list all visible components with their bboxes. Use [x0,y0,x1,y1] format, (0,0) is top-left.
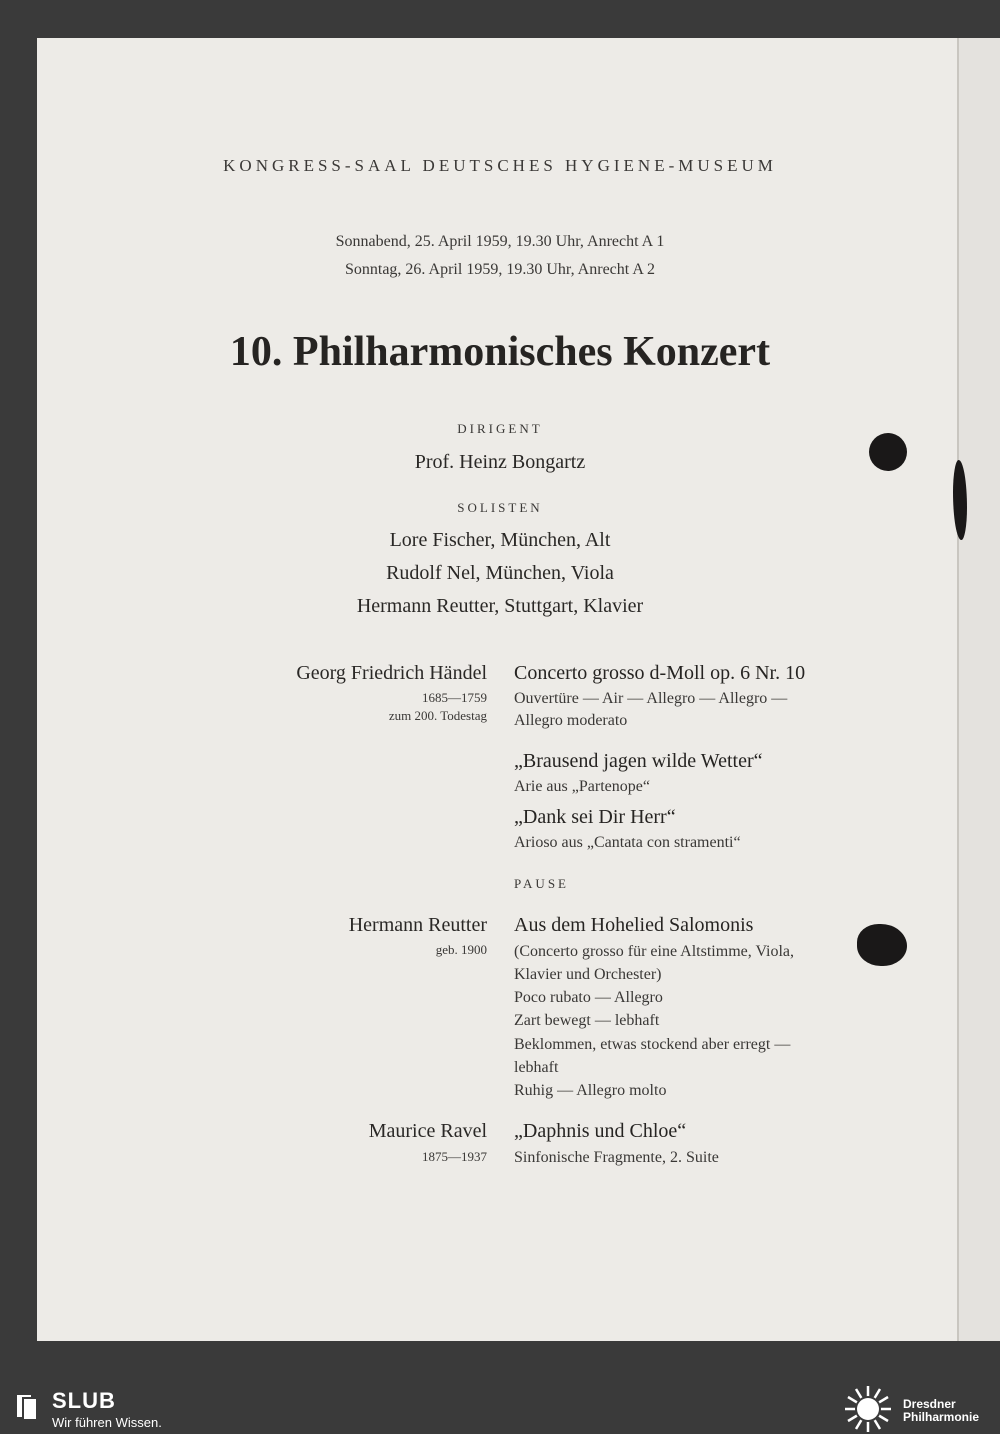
work-detail: Sinfonische Fragmente, 2. Suite [514,1149,719,1166]
work-detail: Allegro moderato [514,712,628,729]
composer-name: Georg Friedrich Händel [296,662,487,684]
work-title: „Daphnis und Chloe“ [514,1120,687,1142]
book-icon [14,1392,40,1422]
composer-note: zum 200. Todestag [388,708,487,723]
work-detail: Arie aus „Partenope“ [514,778,650,795]
work-detail: Zart bewegt — lebhaft [514,1012,660,1029]
work-detail: Poco rubato — Allegro [514,989,663,1006]
conductor-name: Prof. Heinz Bongartz [414,451,586,473]
composer-dates: 1875—1937 [422,1149,487,1164]
punch-hole-bottom [857,924,907,966]
composer-name: Maurice Ravel [368,1120,487,1142]
work-detail: Ouvertüre — Air — Allegro — Allegro — [514,690,788,707]
partner-name-line-1: Dresdner [903,1397,956,1411]
partner-name [903,1398,979,1424]
work-title: „Brausend jagen wilde Wetter“ [514,750,763,772]
intermission-label: PAUSE [514,876,569,891]
work-detail: Beklommen, etwas stockend aber erregt — [514,1036,791,1053]
composer-name: Hermann Reutter [348,914,487,936]
soloist-2: Rudolf Nel, München, Viola [386,562,614,584]
concert-title: 10. Philharmonisches Konzert [229,329,771,375]
work-title: „Dank sei Dir Herr“ [514,806,676,828]
work-detail: Klavier und Orchester) [514,966,662,983]
work-title: Concerto grosso d-Moll op. 6 Nr. 10 [514,662,806,684]
soloist-1: Lore Fischer, München, Alt [389,529,611,551]
slub-tagline: Wir führen Wissen. [52,1415,162,1430]
soloist-3: Hermann Reutter, Stuttgart, Klavier [356,595,644,617]
venue-heading: KONGRESS-SAAL DEUTSCHES HYGIENE-MUSEUM [223,156,777,175]
soloists-heading: SOLISTEN [457,500,543,515]
work-detail: Arioso aus „Cantata con stramenti“ [514,834,741,851]
partner-name-line-2: Philharmonie [903,1410,980,1424]
slub-name: SLUB [52,1388,116,1413]
performance-date-1: Sonnabend, 25. April 1959, 19.30 Uhr, Anrecht A 1 [335,233,665,250]
footer-bar [0,1384,1000,1434]
conductor-heading: DIRIGENT [457,421,543,436]
performance-date-2: Sonntag, 26. April 1959, 19.30 Uhr, Anrecht A 2 [344,261,655,278]
work-detail: lebhaft [514,1059,559,1076]
work-detail: Ruhig — Allegro molto [514,1082,667,1099]
work-detail: (Concerto grosso für eine Altstimme, Viola, [514,943,795,960]
composer-dates: 1685—1759 [422,690,487,705]
composer-dates: geb. 1900 [435,942,487,957]
sunburst-logo-icon [842,1384,894,1434]
work-title: Aus dem Hohelied Salomonis [514,914,754,936]
